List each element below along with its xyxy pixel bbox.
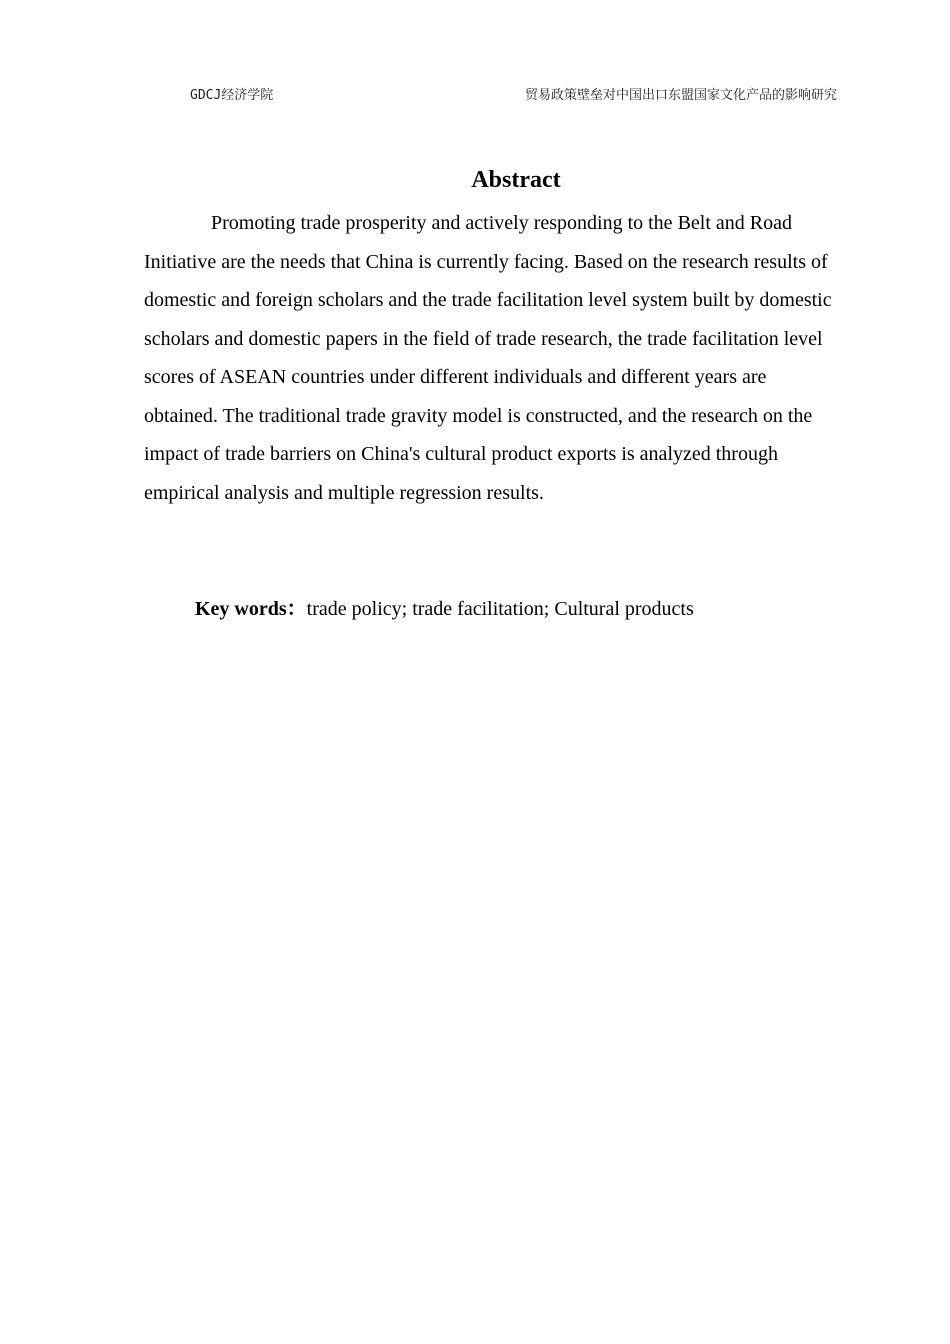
abstract-body: Promoting trade prosperity and actively responding to the Belt and Road Initiative are the needs that China is currently facing. Based on the research results of domestic and foreign scholars and the trade facilitation level system built by domestic scholars and domestic papers in the field of trade research, the trade facilitation level scores of ASEAN countries under different individuals and different years are obtained. The traditional trade gravity model is constructed, and the research on the impact of trade barriers on China's cultural product exports is analyzed through empirical analysis and multiple regression results. <box>144 212 832 504</box>
header-paper-title: 贸易政策壁垒对中国出口东盟国家文化产品的影响研究 <box>524 88 837 103</box>
abstract-title: Abstract <box>471 167 561 193</box>
page-header <box>0 84 950 104</box>
keywords-label: Key words： <box>195 598 307 620</box>
header-institution: GDCJ经济学院 <box>190 88 274 103</box>
keywords-value: trade policy; trade facilitation; Cultural products <box>306 598 694 620</box>
keywords <box>195 590 895 628</box>
